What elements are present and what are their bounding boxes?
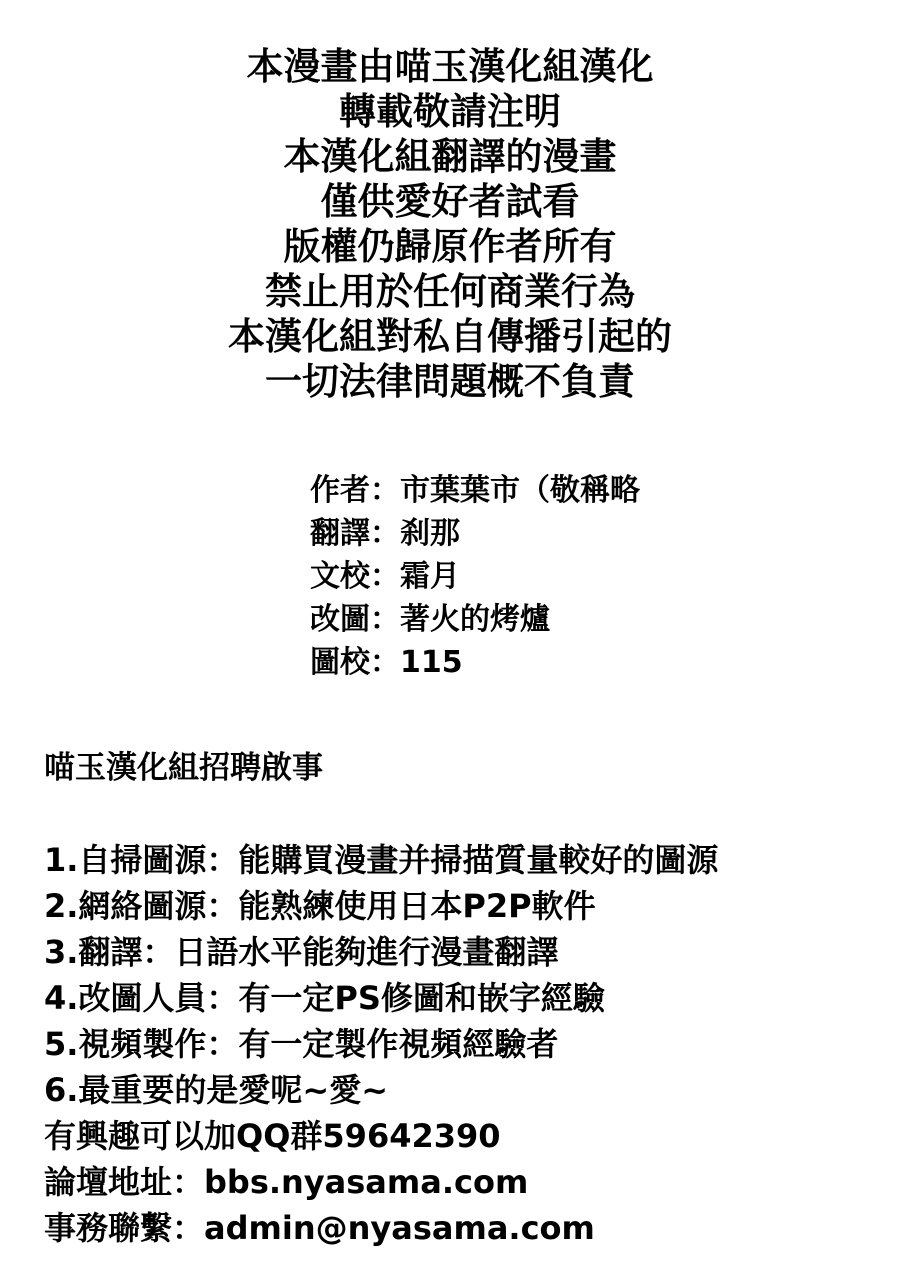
recruitment-item: 5.視頻製作：有一定製作視頻經驗者 <box>44 1025 559 1063</box>
notice-line: 禁止用於任何商業行為 <box>265 270 635 313</box>
credit-author: 作者：市葉葉市（敬稱略 <box>310 473 640 508</box>
recruitment-item: 4.改圖人員：有一定PS修圖和嵌字經驗 <box>44 979 605 1017</box>
recruitment-item: 2.網絡圖源：能熟練使用日本P2P軟件 <box>44 887 596 925</box>
contact-info <box>44 1113 595 1251</box>
notice-line: 轉載敬請注明 <box>339 90 561 133</box>
staff-credits <box>310 469 640 684</box>
notice-line: 僅供愛好者試看 <box>320 180 580 223</box>
qq-group: 有興趣可以加QQ群59642390 <box>44 1117 501 1155</box>
contact-email: 事務聯繫：admin@nyasama.com <box>44 1209 595 1247</box>
recruitment-item: 1.自掃圖源：能購買漫畫并掃描質量較好的圖源 <box>44 841 719 879</box>
recruitment-title: 喵玉漢化組招聘啟事 <box>44 750 323 786</box>
notice-line: 本漢化組對私自傳播引起的 <box>228 315 672 358</box>
copyright-notice <box>0 44 900 404</box>
notice-line: 本漢化組翻譯的漫畫 <box>283 135 617 178</box>
recruitment-list <box>44 837 718 1113</box>
credit-editor: 改圖：著火的烤爐 <box>310 602 550 637</box>
recruitment-item: 3.翻譯：日語水平能夠進行漫畫翻譯 <box>44 933 559 971</box>
forum-address: 論壇地址：bbs.nyasama.com <box>44 1163 529 1201</box>
notice-line: 版權仍歸原作者所有 <box>283 225 617 268</box>
credit-image-checker: 圖校：115 <box>310 645 463 680</box>
credit-translator: 翻譯：刹那 <box>310 516 460 551</box>
recruitment-item: 6.最重要的是愛呢~愛~ <box>44 1071 389 1109</box>
notice-line: 一切法律問題概不負責 <box>265 360 635 403</box>
credit-proofreader: 文校：霜月 <box>310 559 460 594</box>
notice-line: 本漫畫由喵玉漢化組漢化 <box>246 45 654 88</box>
